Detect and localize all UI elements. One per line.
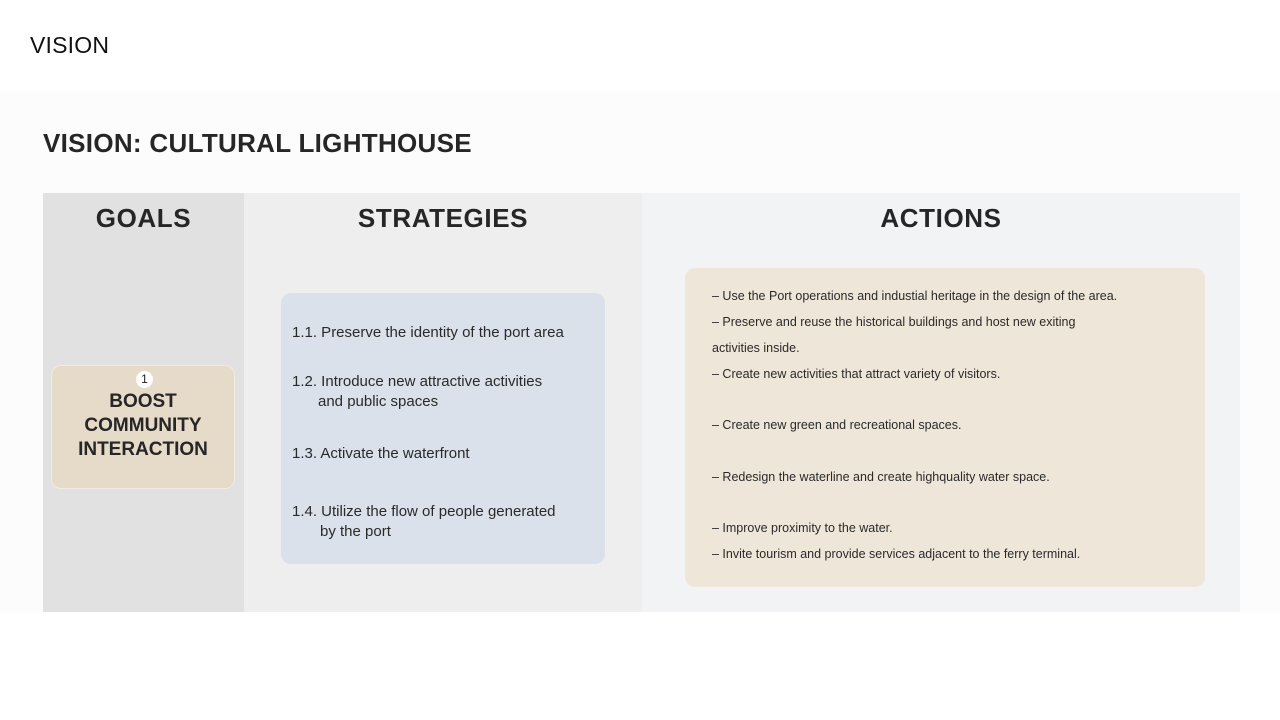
goals-header: GOALS (95, 203, 192, 233)
goal-number-badge: 1 (136, 371, 153, 388)
actions-column (642, 193, 1240, 612)
action-item: – Use the Port operations and industial heritage in the design of the area. (712, 289, 1118, 303)
goal-title-line: COMMUNITY (84, 415, 202, 436)
goal-title (52, 390, 234, 462)
strategy-text: 1.2. Introduce new attractive activities (292, 373, 543, 390)
action-item: – Preserve and reuse the historical buildings and host new exiting (712, 315, 1076, 329)
strategy-item (292, 372, 597, 412)
strategies-column (244, 193, 642, 612)
strategy-text-continued: by the port (320, 523, 391, 540)
vision-heading: VISION: CULTURAL LIGHTHOUSE (43, 128, 472, 158)
action-item-continued: activities inside. (712, 341, 800, 355)
strategies-header: STRATEGIES (357, 203, 529, 233)
strategy-text: 1.3. Activate the waterfront (292, 445, 470, 462)
action-item: – Redesign the waterline and create highquality water space. (712, 470, 1050, 484)
strategy-text: 1.4. Utilize the flow of people generated (292, 503, 556, 520)
goal-title-line: BOOST (109, 391, 177, 412)
action-item: – Create new activities that attract variety of visitors. (712, 367, 1001, 381)
goals-column (43, 193, 244, 612)
strategies-card (281, 293, 605, 564)
action-item: – Invite tourism and provide services adjacent to the ferry terminal. (712, 547, 1081, 561)
strategy-text-continued: and public spaces (318, 393, 439, 410)
actions-header: ACTIONS (880, 203, 1002, 233)
action-item: – Create new green and recreational spaces. (712, 418, 962, 432)
strategy-text: 1.1. Preserve the identity of the port area (292, 324, 564, 341)
action-item: – Improve proximity to the water. (712, 521, 893, 535)
goal-card (51, 365, 235, 489)
actions-card (685, 268, 1205, 587)
goal-title-line: INTERACTION (78, 439, 208, 460)
slide-title: VISION (30, 32, 110, 58)
strategy-item (292, 502, 597, 542)
strategy-item (292, 323, 597, 343)
strategy-item (292, 444, 597, 464)
